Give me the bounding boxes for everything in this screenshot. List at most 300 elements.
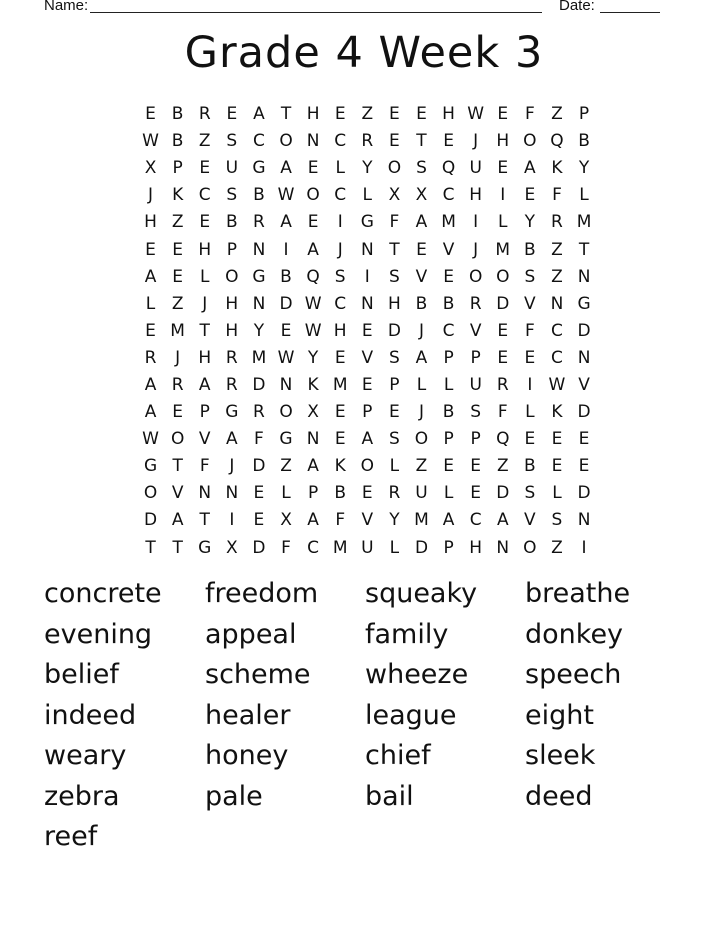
grid-letter[interactable]: L xyxy=(362,185,373,206)
grid-row xyxy=(137,291,598,318)
grid-letter[interactable]: I xyxy=(337,212,343,233)
grid-letter[interactable]: S xyxy=(388,266,400,287)
grid-letter[interactable]: N xyxy=(306,131,320,152)
grid-letter[interactable]: Y xyxy=(253,320,265,341)
grid-letter[interactable]: E xyxy=(253,510,265,531)
grid-letter[interactable]: O xyxy=(143,483,158,504)
grid-letter[interactable]: S xyxy=(226,131,238,152)
grid-letter[interactable]: G xyxy=(198,537,212,558)
grid-letter[interactable]: Z xyxy=(551,104,563,125)
grid-letter[interactable]: Z xyxy=(551,266,563,287)
grid-letter[interactable]: O xyxy=(306,185,320,206)
grid-letter[interactable]: S xyxy=(470,402,482,423)
grid-letter[interactable]: N xyxy=(306,429,320,450)
grid-letter[interactable]: S xyxy=(226,185,238,206)
grid-letter[interactable]: P xyxy=(199,402,210,423)
grid-letter[interactable]: S xyxy=(388,429,400,450)
grid-letter[interactable]: J xyxy=(229,456,235,477)
grid-letter[interactable]: E xyxy=(361,374,373,395)
grid-letter[interactable]: U xyxy=(361,537,374,558)
grid-letter[interactable]: Y xyxy=(362,158,373,179)
grid-letter[interactable]: M xyxy=(576,212,592,233)
grid-letter[interactable]: V xyxy=(442,239,455,260)
grid-letter[interactable]: N xyxy=(577,347,591,368)
grid-letter[interactable]: P xyxy=(470,347,481,368)
grid-letter[interactable]: R xyxy=(496,374,509,395)
grid-letter[interactable]: B xyxy=(578,131,590,152)
grid-letter[interactable]: A xyxy=(307,510,319,531)
word-bank-item: concrete xyxy=(44,578,162,609)
grid-letter[interactable]: B xyxy=(524,239,536,260)
grid-letter[interactable]: E xyxy=(497,104,509,125)
grid-letter[interactable]: O xyxy=(414,429,429,450)
grid-letter[interactable]: L xyxy=(525,402,535,423)
grid-letter[interactable]: V xyxy=(361,347,374,368)
grid-letter[interactable]: L xyxy=(199,266,210,287)
grid-letter[interactable]: F xyxy=(254,429,264,450)
grid-letter[interactable]: T xyxy=(389,239,400,260)
grid-letter[interactable]: R xyxy=(225,374,238,395)
grid-letter[interactable]: B xyxy=(524,456,536,477)
grid-letter[interactable]: P xyxy=(443,537,454,558)
grid-letter[interactable]: K xyxy=(307,374,319,395)
grid-letter[interactable]: E xyxy=(145,104,156,125)
grid-letter[interactable]: E xyxy=(199,212,211,233)
grid-letter[interactable]: E xyxy=(578,429,590,450)
grid-letter[interactable]: M xyxy=(332,537,348,558)
grid-letter[interactable]: E xyxy=(334,347,346,368)
grid-letter[interactable]: F xyxy=(552,185,562,206)
grid-letter[interactable]: S xyxy=(334,266,346,287)
grid-letter[interactable]: H xyxy=(225,293,239,314)
grid-letter[interactable]: C xyxy=(442,320,455,341)
grid-letter[interactable]: O xyxy=(523,131,537,152)
grid-letter[interactable]: E xyxy=(443,266,454,287)
grid-letter[interactable]: E xyxy=(497,320,509,341)
word-bank-item: breathe xyxy=(525,578,631,609)
grid-letter[interactable]: A xyxy=(144,266,157,287)
grid-letter[interactable]: A xyxy=(144,402,157,423)
grid-letter[interactable]: C xyxy=(334,131,347,152)
grid-letter[interactable]: R xyxy=(225,347,238,368)
grid-letter[interactable]: Q xyxy=(306,266,320,287)
grid-letter[interactable]: P xyxy=(470,429,481,450)
grid-letter[interactable]: E xyxy=(497,347,509,368)
grid-letter[interactable]: O xyxy=(225,266,239,287)
grid-letter[interactable]: V xyxy=(469,320,482,341)
grid-letter[interactable]: G xyxy=(360,212,374,233)
grid-letter[interactable]: I xyxy=(500,185,506,206)
grid-letter[interactable]: N xyxy=(225,483,239,504)
grid-letter[interactable]: C xyxy=(198,185,211,206)
grid-letter[interactable]: J xyxy=(473,239,479,260)
grid-letter[interactable]: O xyxy=(523,537,537,558)
grid-letter[interactable]: R xyxy=(469,293,482,314)
grid-letter[interactable]: G xyxy=(252,266,266,287)
grid-letter[interactable]: G xyxy=(225,402,239,423)
grid-row xyxy=(137,426,598,453)
grid-letter[interactable]: D xyxy=(252,456,266,477)
grid-letter[interactable]: P xyxy=(307,483,319,504)
grid-letter[interactable]: M xyxy=(170,320,185,341)
grid-letter[interactable]: U xyxy=(469,374,482,395)
grid-letter[interactable]: F xyxy=(281,537,291,558)
grid-letter[interactable]: H xyxy=(198,347,212,368)
grid-letter[interactable]: W xyxy=(142,131,159,152)
grid-letter[interactable]: T xyxy=(145,537,156,558)
grid-letter[interactable]: N xyxy=(252,239,266,260)
grid-letter[interactable]: V xyxy=(524,293,536,314)
grid-letter[interactable]: M xyxy=(251,347,267,368)
grid-letter[interactable]: M xyxy=(441,212,456,233)
grid-letter[interactable]: P xyxy=(578,104,590,125)
grid-letter[interactable]: T xyxy=(199,320,210,341)
grid-letter[interactable]: A xyxy=(280,212,292,233)
grid-letter[interactable]: J xyxy=(175,347,181,368)
grid-letter[interactable]: U xyxy=(415,483,428,504)
grid-letter[interactable]: B xyxy=(225,212,238,233)
grid-letter[interactable]: T xyxy=(416,131,427,152)
grid-letter[interactable]: C xyxy=(252,131,265,152)
grid-letter[interactable]: P xyxy=(443,429,454,450)
grid-letter[interactable]: D xyxy=(279,293,293,314)
grid-letter[interactable]: H xyxy=(442,104,455,125)
grid-letter[interactable]: O xyxy=(279,131,293,152)
grid-letter[interactable]: N xyxy=(279,374,293,395)
grid-letter[interactable]: D xyxy=(252,374,266,395)
grid-letter[interactable]: A xyxy=(171,510,184,531)
grid-letter[interactable]: L xyxy=(416,374,427,395)
grid-letter[interactable]: K xyxy=(551,402,563,423)
grid-letter[interactable]: S xyxy=(388,347,400,368)
grid-letter[interactable]: E xyxy=(307,212,319,233)
grid-letter[interactable]: E xyxy=(389,131,400,152)
grid-letter[interactable]: R xyxy=(253,212,265,233)
grid-letter[interactable]: V xyxy=(198,429,211,450)
grid-letter[interactable]: E xyxy=(172,402,184,423)
grid-letter[interactable]: R xyxy=(171,374,184,395)
grid-letter[interactable]: N xyxy=(577,266,591,287)
grid-letter[interactable]: H xyxy=(469,185,483,206)
grid-letter[interactable]: Z xyxy=(280,456,292,477)
grid-letter[interactable]: E xyxy=(524,185,536,206)
grid-letter[interactable]: Z xyxy=(198,131,211,152)
grid-letter[interactable]: P xyxy=(389,374,400,395)
grid-letter[interactable]: L xyxy=(443,483,454,504)
grid-letter[interactable]: E xyxy=(226,104,238,125)
grid-letter[interactable]: C xyxy=(551,347,563,368)
grid-letter[interactable]: E xyxy=(334,104,346,125)
grid-letter[interactable]: D xyxy=(577,402,591,423)
grid-letter[interactable]: U xyxy=(225,158,239,179)
grid-letter[interactable]: E xyxy=(524,347,536,368)
grid-letter[interactable]: H xyxy=(306,104,320,125)
grid-letter[interactable]: L xyxy=(389,456,400,477)
grid-letter[interactable]: B xyxy=(171,104,184,125)
grid-letter[interactable]: E xyxy=(416,239,427,260)
grid-letter[interactable]: Q xyxy=(550,131,564,152)
grid-letter[interactable]: I xyxy=(364,266,370,287)
grid-letter[interactable]: L xyxy=(579,185,589,206)
grid-letter[interactable]: H xyxy=(387,293,401,314)
grid-letter[interactable]: N xyxy=(550,293,564,314)
grid-letter[interactable]: T xyxy=(280,104,292,125)
grid-letter[interactable]: W xyxy=(548,374,566,395)
grid-letter[interactable]: F xyxy=(524,320,535,341)
grid-letter[interactable]: N xyxy=(198,483,212,504)
grid-letter[interactable]: W xyxy=(277,347,295,368)
grid-letter[interactable]: D xyxy=(496,293,510,314)
grid-letter[interactable]: P xyxy=(226,239,237,260)
grid-letter[interactable]: J xyxy=(202,293,208,314)
grid-letter[interactable]: W xyxy=(277,185,295,206)
grid-letter[interactable]: T xyxy=(199,510,210,531)
grid-letter[interactable]: A xyxy=(442,510,455,531)
word-bank-item: zebra xyxy=(44,780,120,812)
grid-letter[interactable]: V xyxy=(171,483,184,504)
grid-letter[interactable]: B xyxy=(334,483,347,504)
grid-letter[interactable]: I xyxy=(229,510,235,531)
grid-letter[interactable]: M xyxy=(332,374,348,395)
grid-letter[interactable]: S xyxy=(551,510,563,531)
grid-letter[interactable]: Z xyxy=(496,456,509,477)
grid-letter[interactable]: R xyxy=(144,347,157,368)
grid-letter[interactable]: Y xyxy=(578,158,590,179)
grid-letter[interactable]: A xyxy=(280,158,292,179)
grid-letter[interactable]: A xyxy=(415,347,428,368)
grid-letter[interactable]: B xyxy=(171,131,184,152)
grid-letter[interactable]: X xyxy=(415,185,428,206)
grid-letter[interactable]: K xyxy=(551,158,563,179)
grid-letter[interactable]: G xyxy=(279,429,293,450)
grid-letter[interactable]: V xyxy=(578,374,590,395)
word-bank-item: league xyxy=(365,699,457,731)
grid-letter[interactable]: F xyxy=(335,510,346,531)
grid-letter[interactable]: N xyxy=(577,510,591,531)
grid-letter[interactable]: A xyxy=(226,429,238,450)
grid-letter[interactable]: A xyxy=(361,429,374,450)
grid-letter[interactable]: I xyxy=(527,374,533,395)
grid-letter[interactable]: Y xyxy=(389,510,400,531)
grid-letter[interactable]: A xyxy=(524,158,536,179)
grid-letter[interactable]: B xyxy=(442,293,455,314)
grid-letter[interactable]: Z xyxy=(171,293,184,314)
grid-letter[interactable]: C xyxy=(334,185,347,206)
grid-letter[interactable]: H xyxy=(144,212,157,233)
grid-row xyxy=(137,345,598,372)
grid-letter[interactable]: H xyxy=(333,320,347,341)
grid-letter[interactable]: B xyxy=(253,185,265,206)
grid-letter[interactable]: J xyxy=(148,185,154,206)
grid-letter[interactable]: A xyxy=(307,239,319,260)
grid-letter[interactable]: E xyxy=(361,483,373,504)
grid-letter[interactable]: P xyxy=(443,347,454,368)
grid-letter[interactable]: J xyxy=(337,239,343,260)
grid-letter[interactable]: A xyxy=(496,510,509,531)
grid-letter[interactable]: K xyxy=(172,185,184,206)
grid-letter[interactable]: E xyxy=(470,483,482,504)
grid-letter[interactable]: E xyxy=(334,429,346,450)
grid-letter[interactable]: I xyxy=(473,212,479,233)
grid-letter[interactable]: E xyxy=(253,483,265,504)
grid-letter[interactable]: X xyxy=(388,185,401,206)
grid-letter[interactable]: D xyxy=(577,320,591,341)
grid-letter[interactable]: O xyxy=(468,266,483,287)
grid-letter[interactable]: R xyxy=(388,483,401,504)
grid-letter[interactable]: L xyxy=(552,483,562,504)
grid-letter[interactable]: C xyxy=(307,537,320,558)
grid-letter[interactable]: N xyxy=(252,293,266,314)
grid-letter[interactable]: M xyxy=(495,239,511,260)
grid-letter[interactable]: D xyxy=(387,320,401,341)
grid-letter[interactable]: E xyxy=(443,456,454,477)
grid-letter[interactable]: F xyxy=(497,402,508,423)
grid-letter[interactable]: H xyxy=(496,131,510,152)
grid-letter[interactable]: A xyxy=(415,212,428,233)
grid-letter[interactable]: C xyxy=(469,510,482,531)
grid-letter[interactable]: E xyxy=(389,104,400,125)
grid-letter[interactable]: S xyxy=(416,158,427,179)
grid-letter[interactable]: X xyxy=(307,402,319,423)
grid-letter[interactable]: Z xyxy=(551,537,563,558)
grid-letter[interactable]: E xyxy=(361,320,373,341)
grid-letter[interactable]: E xyxy=(280,320,292,341)
grid-letter[interactable]: N xyxy=(360,239,374,260)
grid-letter[interactable]: H xyxy=(225,320,239,341)
grid-letter[interactable]: D xyxy=(144,510,158,531)
grid-letter[interactable]: K xyxy=(334,456,346,477)
grid-letter[interactable]: Q xyxy=(441,158,456,179)
grid-letter[interactable]: E xyxy=(199,158,211,179)
header xyxy=(0,0,728,18)
grid-letter[interactable]: T xyxy=(172,456,183,477)
grid-letter[interactable]: P xyxy=(172,158,183,179)
grid-letter[interactable]: O xyxy=(360,456,374,477)
grid-letter[interactable]: E xyxy=(172,266,184,287)
grid-letter[interactable]: S xyxy=(524,266,536,287)
grid-letter[interactable]: C xyxy=(551,320,563,341)
grid-letter[interactable]: V xyxy=(524,510,536,531)
grid-letter[interactable]: Z xyxy=(415,456,428,477)
grid-letter[interactable]: E xyxy=(145,320,156,341)
grid-letter[interactable]: I xyxy=(581,537,587,558)
grid-letter[interactable]: J xyxy=(473,131,479,152)
grid-letter[interactable]: Q xyxy=(496,429,510,450)
grid-letter[interactable]: U xyxy=(469,158,482,179)
grid-letter[interactable]: E xyxy=(551,456,563,477)
grid-letter[interactable]: B xyxy=(280,266,292,287)
grid-letter[interactable]: Z xyxy=(361,104,374,125)
grid-letter[interactable]: L xyxy=(281,483,291,504)
name-blank-line[interactable] xyxy=(90,12,542,13)
grid-letter[interactable]: T xyxy=(172,537,183,558)
grid-letter[interactable]: R xyxy=(253,402,265,423)
grid-letter[interactable]: O xyxy=(387,158,402,179)
grid-letter[interactable]: E xyxy=(578,456,590,477)
grid-letter[interactable]: V xyxy=(361,510,374,531)
grid-letter[interactable]: E xyxy=(443,131,454,152)
grid-letter[interactable]: E xyxy=(416,104,427,125)
grid-letter[interactable]: Z xyxy=(551,239,563,260)
grid-letter[interactable]: O xyxy=(279,402,293,423)
grid-letter[interactable]: W xyxy=(467,104,485,125)
grid-letter[interactable]: R xyxy=(551,212,563,233)
grid-letter[interactable]: E xyxy=(307,158,319,179)
grid-letter[interactable]: A xyxy=(198,374,211,395)
grid-letter[interactable]: Y xyxy=(307,347,319,368)
grid-letter[interactable]: E xyxy=(551,429,563,450)
grid-letter[interactable]: O xyxy=(496,266,510,287)
grid-letter[interactable]: B xyxy=(442,402,455,423)
grid-letter[interactable]: A xyxy=(253,104,265,125)
date-blank-line[interactable] xyxy=(600,12,660,13)
grid-letter[interactable]: E xyxy=(470,456,482,477)
grid-letter[interactable]: X xyxy=(226,537,238,558)
grid-letter[interactable]: D xyxy=(252,537,266,558)
grid-letter[interactable]: N xyxy=(496,537,510,558)
grid-letter[interactable]: H xyxy=(198,239,212,260)
grid-letter[interactable]: O xyxy=(170,429,185,450)
grid-letter[interactable]: J xyxy=(418,402,424,423)
grid-letter[interactable]: I xyxy=(283,239,289,260)
grid-letter[interactable]: E xyxy=(145,239,156,260)
grid-letter[interactable]: E xyxy=(334,402,346,423)
grid-letter[interactable]: X xyxy=(144,158,157,179)
grid-letter[interactable]: J xyxy=(418,320,424,341)
grid-letter[interactable]: F xyxy=(199,456,210,477)
grid-letter[interactable]: G xyxy=(577,293,591,314)
grid-letter[interactable]: N xyxy=(360,293,374,314)
grid-letter[interactable]: D xyxy=(414,537,429,558)
grid-letter[interactable]: C xyxy=(334,293,347,314)
grid-letter[interactable]: T xyxy=(578,239,590,260)
grid-letter[interactable]: G xyxy=(143,456,158,477)
grid-letter[interactable]: B xyxy=(415,293,428,314)
grid-letter[interactable]: M xyxy=(414,510,429,531)
grid-letter[interactable]: R xyxy=(198,104,211,125)
grid-letter[interactable]: E xyxy=(389,402,400,423)
grid-letter[interactable]: L xyxy=(498,212,508,233)
grid-letter[interactable]: W xyxy=(142,429,159,450)
grid-letter[interactable]: E xyxy=(172,239,184,260)
grid-letter[interactable]: S xyxy=(524,483,536,504)
grid-letter[interactable]: L xyxy=(335,158,345,179)
grid-letter[interactable]: D xyxy=(577,483,591,504)
grid-letter[interactable]: C xyxy=(442,185,455,206)
grid-letter[interactable]: A xyxy=(307,456,319,477)
grid-letter[interactable]: G xyxy=(252,158,266,179)
grid-letter[interactable]: L xyxy=(443,374,454,395)
grid-letter[interactable]: E xyxy=(497,158,509,179)
grid-letter[interactable]: W xyxy=(304,320,322,341)
grid-letter[interactable]: W xyxy=(304,293,322,314)
grid-letter[interactable]: X xyxy=(280,510,292,531)
grid-letter[interactable]: E xyxy=(524,429,536,450)
grid-letter[interactable]: Y xyxy=(524,212,536,233)
grid-letter[interactable]: L xyxy=(389,537,400,558)
grid-letter[interactable]: F xyxy=(389,212,400,233)
grid-row xyxy=(137,209,598,236)
grid-letter[interactable]: A xyxy=(144,374,157,395)
grid-letter[interactable]: P xyxy=(362,402,373,423)
grid-letter[interactable]: H xyxy=(469,537,483,558)
grid-letter[interactable]: V xyxy=(415,266,428,287)
grid-letter[interactable]: F xyxy=(524,104,535,125)
grid-letter[interactable]: Z xyxy=(171,212,184,233)
grid-letter[interactable]: L xyxy=(145,293,156,314)
grid-letter[interactable]: R xyxy=(361,131,374,152)
grid-letter[interactable]: D xyxy=(496,483,510,504)
